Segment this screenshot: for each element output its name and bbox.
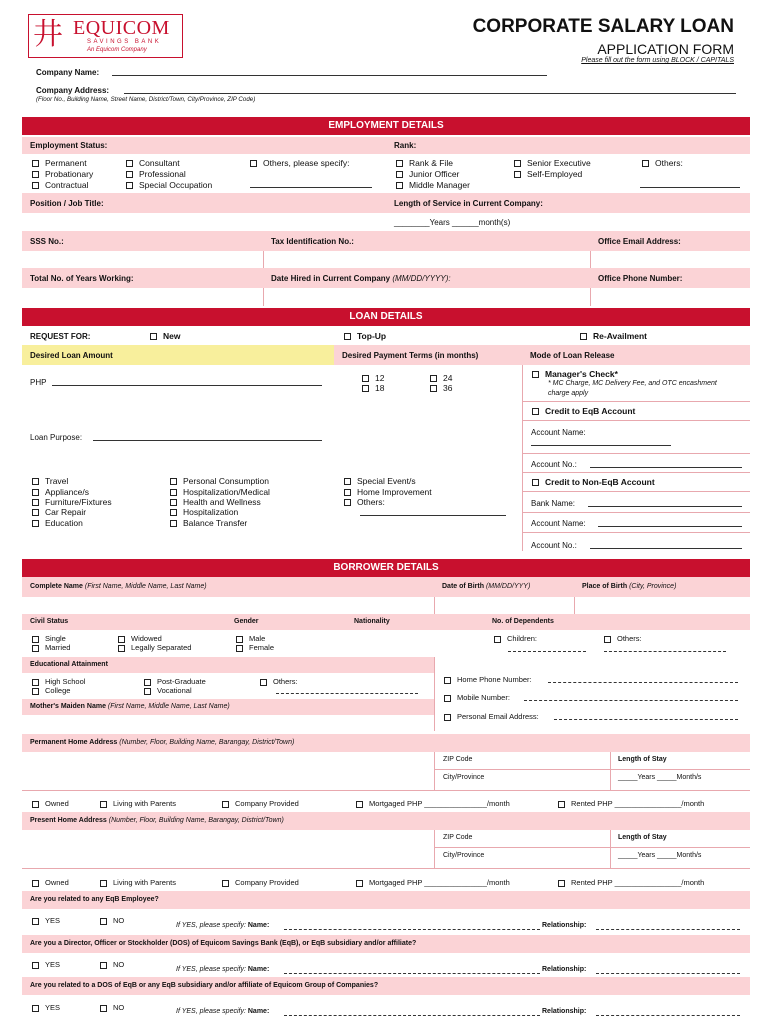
perm-address-label: Permanent Home Address (Number, Floor, Building Name, Barangay, District/Town)	[30, 739, 295, 746]
purpose-health-wellness[interactable]: Health and Wellness	[170, 497, 261, 508]
children-field[interactable]	[508, 651, 586, 652]
q1-yes[interactable]: YES	[32, 916, 60, 927]
dependents-children[interactable]: Children:	[494, 634, 537, 645]
home-phone[interactable]: Home Phone Number:	[444, 675, 532, 686]
q3-yes[interactable]: YES	[32, 1003, 60, 1014]
education-label: Educational Attainment	[30, 661, 108, 668]
rank-senior-executive[interactable]: Senior Executive	[514, 158, 591, 169]
mobile-number[interactable]: Mobile Number:	[444, 693, 510, 704]
purpose-others-field[interactable]	[360, 515, 506, 516]
request-reavail[interactable]: Re-Availment	[580, 331, 647, 342]
loan-purpose-field[interactable]	[93, 440, 322, 441]
complete-name-label: Complete Name (First Name, Middle Name, Last Name)	[30, 583, 207, 590]
perm-years-months[interactable]: _____Years _____Month/s	[618, 774, 702, 781]
q1-relationship-label: Relationship:	[542, 922, 587, 929]
company-address-label: Company Address:	[36, 86, 110, 95]
loan-amount-field[interactable]	[52, 385, 322, 386]
perm-mortgaged[interactable]: Mortgaged PHP _______________/month	[356, 799, 510, 810]
credit-non-eqb-option[interactable]: Credit to Non-EqB Account	[532, 477, 655, 488]
account-no-field-non[interactable]	[590, 548, 742, 549]
term-24[interactable]: 24	[430, 373, 452, 384]
company-name-label: Company Name:	[36, 68, 100, 77]
q3-relationship-label: Relationship:	[542, 1008, 587, 1015]
purpose-special-events[interactable]: Special Event/s	[344, 476, 416, 487]
q2-yes[interactable]: YES	[32, 960, 60, 971]
civil-single[interactable]: Single	[32, 634, 66, 645]
mothers-maiden-label: Mother's Maiden Name (First Name, Middle Name, Last Name)	[30, 703, 230, 710]
edu-post-graduate[interactable]: Post-Graduate	[144, 677, 206, 688]
years-months-field[interactable]: ________Years ______month(s)	[394, 218, 511, 227]
q2-if-yes: If YES, please specify: Name:	[176, 966, 270, 973]
company-address-field[interactable]	[124, 93, 736, 94]
mc-note: * MC Charge, MC Delivery Fee, and OTC encashment charge apply	[548, 380, 717, 397]
date-hired-label: Date Hired in Current Company (MM/DD/YYYY):	[271, 274, 451, 283]
status-others-field[interactable]	[250, 187, 372, 188]
q1-label: Are you related to any EqB Employee?	[30, 896, 159, 903]
rank-others[interactable]: Others:	[642, 158, 683, 169]
account-no-label-non: Account No.:	[531, 541, 577, 550]
account-name-label: Account Name:	[531, 428, 586, 437]
borrower-header: BORROWER DETAILS	[22, 559, 750, 577]
php-label: PHP	[30, 378, 47, 387]
desired-amount-label: Desired Loan Amount	[30, 351, 113, 360]
purpose-appliances[interactable]: Appliance/s	[32, 487, 89, 498]
logo-name: EQUICOM	[73, 17, 170, 39]
perm-city-label: City/Province	[443, 774, 485, 781]
present-address-label: Present Home Address (Number, Floor, Building Name, Barangay, District/Town)	[30, 817, 284, 824]
request-for-label: REQUEST FOR:	[30, 332, 91, 341]
logo-tagline: An Equicom Company	[87, 47, 147, 53]
purpose-travel[interactable]: Travel	[32, 476, 68, 487]
perm-rented[interactable]: Rented PHP ________________/month	[558, 799, 704, 810]
logo-sub: SAVINGS BANK	[87, 39, 162, 45]
account-no-field-eqb[interactable]	[590, 467, 742, 468]
rank-others-field[interactable]	[640, 187, 740, 188]
dob-label: Date of Birth (MM/DD/YYY)	[442, 583, 531, 590]
length-service-label: Length of Service in Current Company:	[394, 199, 543, 208]
gender-label: Gender	[234, 618, 259, 625]
edu-others[interactable]: Others:	[260, 677, 298, 688]
employment-header: EMPLOYMENT DETAILS	[22, 117, 750, 135]
term-36[interactable]: 36	[430, 383, 452, 394]
credit-eqb-option[interactable]: Credit to EqB Account	[532, 406, 635, 417]
logo	[28, 14, 183, 58]
mobile-field[interactable]	[524, 700, 738, 701]
present-length-stay-label: Length of Stay	[618, 834, 667, 841]
desired-terms-label: Desired Payment Terms (in months)	[342, 351, 479, 360]
q3-name-field[interactable]	[284, 1015, 540, 1016]
form-subtitle: APPLICATION FORM	[597, 41, 734, 57]
personal-email-field[interactable]	[554, 719, 738, 720]
purpose-education[interactable]: Education	[32, 518, 83, 529]
status-professional[interactable]: Professional	[126, 169, 186, 180]
rank-label: Rank:	[394, 141, 417, 150]
perm-length-stay-label: Length of Stay	[618, 756, 667, 763]
term-18[interactable]: 18	[362, 383, 384, 394]
q1-if-yes: If YES, please specify: Name:	[176, 922, 270, 929]
edu-vocational[interactable]: Vocational	[144, 686, 192, 697]
perm-company-provided[interactable]: Company Provided	[222, 799, 299, 810]
present-company-provided[interactable]: Company Provided	[222, 878, 299, 889]
purpose-hospitalization[interactable]: Hospitalization	[170, 507, 238, 518]
account-name-label-non: Account Name:	[531, 519, 586, 528]
present-zip-label: ZIP Code	[443, 834, 473, 841]
term-12[interactable]: 12	[362, 373, 384, 384]
managers-check-option[interactable]: Manager's Check*	[532, 369, 618, 380]
q3-label: Are you related to a DOS of EqB or any EqB subsidiary and/or affiliate of Equicom Group of Companies?	[30, 982, 379, 989]
tin-label: Tax Identification No.:	[271, 237, 354, 246]
edu-others-field[interactable]	[276, 693, 418, 694]
pob-label: Place of Birth (City, Province)	[582, 583, 677, 590]
present-city-label: City/Province	[443, 852, 485, 859]
q3-if-yes: If YES, please specify: Name:	[176, 1008, 270, 1015]
rank-middle-manager[interactable]: Middle Manager	[396, 180, 470, 191]
perm-owned[interactable]: Owned	[32, 799, 69, 810]
total-years-label: Total No. of Years Working:	[30, 274, 134, 283]
perm-zip-label: ZIP Code	[443, 756, 473, 763]
account-no-label-eqb: Account No.:	[531, 460, 577, 469]
q1-name-field[interactable]	[284, 929, 540, 930]
present-years-months[interactable]: _____Years _____Month/s	[618, 852, 702, 859]
account-name-field-non[interactable]	[598, 526, 742, 527]
sss-label: SSS No.:	[30, 237, 64, 246]
employment-status-row	[22, 137, 750, 154]
position-label: Position / Job Title:	[30, 199, 104, 208]
logo-mark: 井	[33, 17, 63, 52]
q1-no[interactable]: NO	[100, 916, 124, 927]
purpose-hospitalization-medical[interactable]: Hospitalization/Medical	[170, 487, 270, 498]
edu-college[interactable]: College	[32, 686, 70, 697]
q2-name-field[interactable]	[284, 973, 540, 974]
q2-relationship-field[interactable]	[596, 973, 740, 974]
purpose-car-repair[interactable]: Car Repair	[32, 507, 86, 518]
purpose-furniture[interactable]: Furniture/Fixtures	[32, 497, 112, 508]
purpose-personal-consumption[interactable]: Personal Consumption	[170, 476, 269, 487]
dependents-others[interactable]: Others:	[604, 634, 642, 645]
q3-no[interactable]: NO	[100, 1003, 124, 1014]
present-rented[interactable]: Rented PHP ________________/month	[558, 878, 704, 889]
bank-name-field[interactable]	[588, 506, 742, 507]
status-special-occupation[interactable]: Special Occupation	[126, 180, 212, 191]
status-probationary[interactable]: Probationary	[32, 169, 93, 180]
q2-label: Are you a Director, Officer or Stockholder (DOS) of Equicom Savings Bank (EqB), or EqB subsidiary and/or affiliate?	[30, 940, 417, 947]
status-consultant[interactable]: Consultant	[126, 158, 180, 169]
position-row	[22, 193, 750, 213]
perm-living-parents[interactable]: Living with Parents	[100, 799, 176, 810]
q3-relationship-field[interactable]	[596, 1015, 740, 1016]
q2-no[interactable]: NO	[100, 960, 124, 971]
account-name-field-eqb[interactable]	[531, 445, 671, 446]
civil-legally-separated[interactable]: Legally Separated	[118, 643, 191, 654]
nationality-label: Nationality	[354, 618, 390, 625]
form-instruction: Please fill out the form using BLOCK / CAPITALS	[581, 57, 734, 64]
rank-file[interactable]: Rank & File	[396, 158, 453, 169]
present-mortgaged[interactable]: Mortgaged PHP _______________/month	[356, 878, 510, 889]
civil-married[interactable]: Married	[32, 643, 70, 654]
home-phone-field[interactable]	[548, 682, 738, 683]
office-phone-label: Office Phone Number:	[598, 274, 683, 283]
civil-widowed[interactable]: Widowed	[118, 634, 162, 645]
status-permanent[interactable]: Permanent	[32, 158, 87, 169]
purpose-others[interactable]: Others:	[344, 497, 385, 508]
request-new[interactable]: New	[150, 331, 180, 342]
dependents-others-field[interactable]	[604, 651, 726, 652]
mode-release-label: Mode of Loan Release	[530, 351, 615, 360]
present-owned[interactable]: Owned	[32, 878, 69, 889]
rank-junior-officer[interactable]: Junior Officer	[396, 169, 459, 180]
purpose-balance-transfer[interactable]: Balance Transfer	[170, 518, 247, 529]
address-hint: (Floor No., Building Name, Street Name, District/Town, City/Province, ZIP Code)	[36, 96, 256, 103]
dependents-label: No. of Dependents	[492, 618, 554, 625]
loan-purpose-label: Loan Purpose:	[30, 433, 83, 442]
employment-status-label: Employment Status:	[30, 141, 108, 150]
loan-header: LOAN DETAILS	[22, 308, 750, 326]
status-contractual[interactable]: Contractual	[32, 180, 88, 191]
present-living-parents[interactable]: Living with Parents	[100, 878, 176, 889]
gender-male[interactable]: Male	[236, 634, 265, 645]
q2-relationship-label: Relationship:	[542, 966, 587, 973]
personal-email[interactable]: Personal Email Address:	[444, 712, 539, 723]
status-others[interactable]: Others, please specify:	[250, 158, 349, 169]
form-title: CORPORATE SALARY LOAN	[472, 16, 734, 37]
purpose-home-improvement[interactable]: Home Improvement	[344, 487, 432, 498]
office-email-label: Office Email Address:	[598, 237, 681, 246]
bank-name-label: Bank Name:	[531, 499, 576, 508]
civil-status-label: Civil Status	[30, 618, 69, 625]
company-name-field[interactable]	[112, 75, 547, 76]
q1-relationship-field[interactable]	[596, 929, 740, 930]
edu-high-school[interactable]: High School	[32, 677, 85, 688]
gender-female[interactable]: Female	[236, 643, 274, 654]
request-topup[interactable]: Top-Up	[344, 331, 386, 342]
rank-self-employed[interactable]: Self-Employed	[514, 169, 582, 180]
